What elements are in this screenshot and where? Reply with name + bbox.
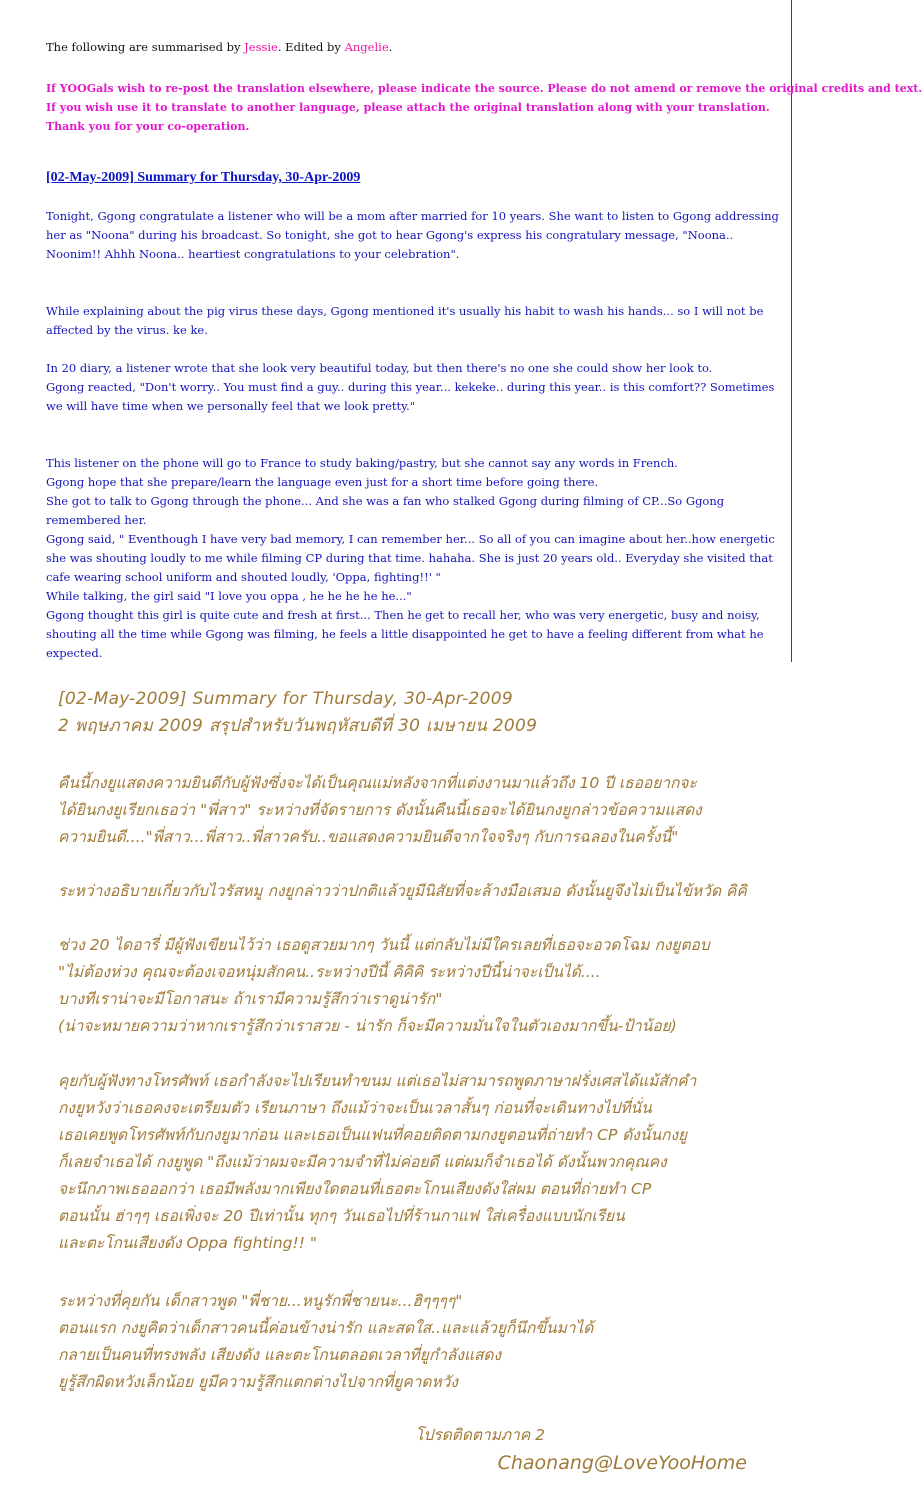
- credits-mid: . Edited by: [277, 40, 345, 54]
- editor-name: Angelie: [344, 40, 389, 54]
- author-signature: Chaonang@LoveYooHome: [497, 1452, 747, 1474]
- thai-line: คุยกับผู้ฟังทางโทรศัพท์ เธอกำลังจะไปเรียนทำขนม แต่เธอไม่สามารถพูดภาษาฝรั่งเศสได้แม้สักคำ: [58, 1072, 697, 1090]
- thai-paragraph: [58, 1068, 788, 1257]
- credits-line: [46, 40, 392, 54]
- thai-line: "ไม่ต้องห่วง คุณจะต้องเจอหนุ่มสักคน..ระหว่างปีนี้ คิคิคิ ระหว่างปีนี้น่าจะเป็นได้....: [58, 963, 601, 981]
- thai-line: ระหว่างที่คุยกัน เด็กสาวพูด "พี่ชาย...หนูรักพี่ชายนะ...ฮิๆๆๆๆ": [58, 1292, 463, 1310]
- thai-line: ความยินดี...."พี่สาว...พี่สาว..พี่สาวครับ..ขอแสดงความยินดีจากใจจริงๆ กับการฉลองในครั้งนี้": [58, 828, 679, 846]
- thai-paragraph: [58, 878, 788, 905]
- thai-line: กลายเป็นคนที่ทรงพลัง เสียงดัง และตะโกนตลอดเวลาที่ยูกำลังแสดง: [58, 1346, 502, 1364]
- thai-line: ก็เลยจำเธอได้ กงยูพูด "ถึงแม้ว่าผมจะมีความจำที่ไม่ค่อยดี แต่ผมก็จำเธอได้ ดังนั้นพวกคุณคง: [58, 1153, 667, 1171]
- notice-line: If you wish use it to translate to another language, please attach the original translation along with your translation.: [46, 101, 770, 114]
- english-summary-panel: [0, 0, 922, 662]
- summary-paragraph: [46, 302, 786, 340]
- summary-paragraph: [46, 207, 786, 264]
- paragraph-line: Ggong hope that she prepare/learn the language even just for a short time before going there.: [46, 475, 599, 489]
- thai-line: เธอเคยพูดโทรศัพท์กับกงยูมาก่อน และเธอเป็นแฟนที่คอยติดตามกงยูตอนที่ถ่ายทำ CP ดังนั้นกงยู: [58, 1126, 688, 1144]
- thai-line: จะนึกภาพเธอออกว่า เธอมีพลังมากเพียงใดตอนที่เธอตะโกนเสียงดังใส่ผม ตอนที่ถ่ายทำ CP: [58, 1180, 652, 1198]
- thai-line: บางทีเราน่าจะมีโอกาสนะ ถ้าเรามีความรู้สึกว่าเราดูน่ารัก": [58, 990, 443, 1008]
- paragraph-line: Ggong thought this girl is quite cute and fresh at first... Then he get to recall her, who was very energetic, busy and noisy, shouting all the time while Ggong was filming, he feels a little disappointed he get to have a feeling different from what he expected.: [46, 608, 764, 660]
- thai-title-th: 2 พฤษภาคม 2009 สรุปสำหรับวันพฤหัสบดีที่ 30 เมษายน 2009: [58, 716, 538, 736]
- summary-paragraph: [46, 454, 786, 663]
- paragraph-line: While explaining about the pig virus these days, Ggong mentioned it's usually his habit to wash his hands... so I will not be affected by the virus. ke ke.: [46, 304, 764, 337]
- thai-paragraph: [58, 932, 788, 1040]
- thai-line: ได้ยินกงยูเรียกเธอว่า "พี่สาว" ระหว่างที่จัดรายการ ดังนั้นคืนนี้เธอจะได้ยินกงยูกล่าวข้อความแสดง: [58, 801, 702, 819]
- paragraph-line: Tonight, Ggong congratulate a listener who will be a mom after married for 10 years. She want to listen to Ggong addressing her as "Noona" during his broadcast. So tonight, she got to hear Ggong's express his congratulary message, "Noona.. Noonim!! Ahhh Noona.. heartiest congratulations to your celebration".: [46, 209, 779, 261]
- paragraph-line: In 20 diary, a listener wrote that she look very beautiful today, but then there's no one she could show her look to.: [46, 361, 713, 375]
- paragraph-line: While talking, the girl said "I love you oppa , he he he he he...": [46, 589, 412, 603]
- paragraph-line: Ggong said, " Eventhough I have very bad memory, I can remember her... So all of you can imagine about her..how energetic she was shouting loudly to me while filming CP during that time. hahaha. She is just 20 years old.. Everyday she visited that cafe wearing school uniform and shouted loudly, 'Oppa, fighting!!' ": [46, 532, 775, 584]
- summary-paragraph: [46, 359, 786, 416]
- paragraph-line: This listener on the phone will go to France to study baking/pastry, but she cannot say any words in French.: [46, 456, 678, 470]
- thai-line: ช่วง 20 ไดอารี่ มีผู้ฟังเขียนไว้ว่า เธอดูสวยมากๆ วันนี้ แต่กลับไม่มีใครเลยที่เธอจะอวดโฉม กงยูตอบ: [58, 936, 710, 954]
- credits-end: .: [388, 40, 393, 54]
- paragraph-line: She got to talk to Ggong through the phone... And she was a fan who stalked Ggong during filming of CP...So Ggong remembered her.: [46, 494, 725, 527]
- thai-line: และตะโกนเสียงดัง Oppa fighting!! ": [58, 1234, 317, 1252]
- summariser-name: Jessie: [244, 40, 278, 54]
- thai-line: ยูรู้สึกผิดหวังเล็กน้อย ยูมีความรู้สึกแตกต่างไปจากที่ยูคาดหวัง: [58, 1373, 458, 1391]
- thai-paragraph: [58, 770, 788, 851]
- thai-line: (น่าจะหมายความว่าหากเรารู้สึกว่าเราสวย - น่ารัก ก็จะมีความมั่นใจในตัวเองมากขึ้น-ป้าน้อย): [58, 1017, 677, 1035]
- thai-paragraph: [58, 1288, 788, 1396]
- continue-note: โปรดติดตามภาค 2: [415, 1426, 545, 1444]
- paragraph-line: Ggong reacted, "Don't worry.. You must find a guy.. during this year... kekeke.. during this year.. is this comfort?? Sometimes we will have time when we personally feel that we look pretty.": [46, 380, 775, 413]
- thai-title-en: [02-May-2009] Summary for Thursday, 30-Apr-2009: [58, 689, 513, 709]
- notice-line: If YOOGals wish to re-post the translation elsewhere, please indicate the source. Please do not amend or remove the original credits and text.: [46, 82, 922, 95]
- thai-title: [58, 686, 788, 740]
- thai-line: ตอนนั้น ฮ่าๆๆ เธอเพิ่งจะ 20 ปีเท่านั้น ทุกๆ วันเธอไปที่ร้านกาแฟ ใส่เครื่องแบบนักเรียน: [58, 1207, 625, 1225]
- thai-line: คืนนี้กงยูแสดงความยินดีกับผู้ฟังซึ่งจะได้เป็นคุณแม่หลังจากที่แต่งงานมาแล้วถึง 10 ปี เธออยากจะ: [58, 774, 697, 792]
- thai-line: ตอนแรก กงยูคิดว่าเด็กสาวคนนี้ค่อนข้างน่ารัก และสดใส..และแล้วยูก็นึกขึ้นมาได้: [58, 1319, 594, 1337]
- summary-title-link[interactable]: [02-May-2009] Summary for Thursday, 30-Apr-2009: [46, 170, 361, 185]
- thai-line: ระหว่างอธิบายเกี่ยวกับไวรัสหมู กงยูกล่าวว่าปกติแล้วยูมีนิสัยที่จะล้างมือเสมอ ดังนั้นยูจึงไม่เป็นไข้หวัด คิคิ: [58, 882, 747, 900]
- repost-notice: [46, 79, 922, 136]
- thai-translation-image: [0, 664, 793, 1498]
- thai-line: กงยูหวังว่าเธอคงจะเตรียมตัว เรียนภาษา ถึงแม้ว่าจะเป็นเวลาสั้นๆ ก่อนที่จะเดินทางไปที่นั่น: [58, 1099, 652, 1117]
- notice-line: Thank you for your co-operation.: [46, 120, 250, 133]
- credits-prefix: The following are summarised by: [46, 40, 245, 54]
